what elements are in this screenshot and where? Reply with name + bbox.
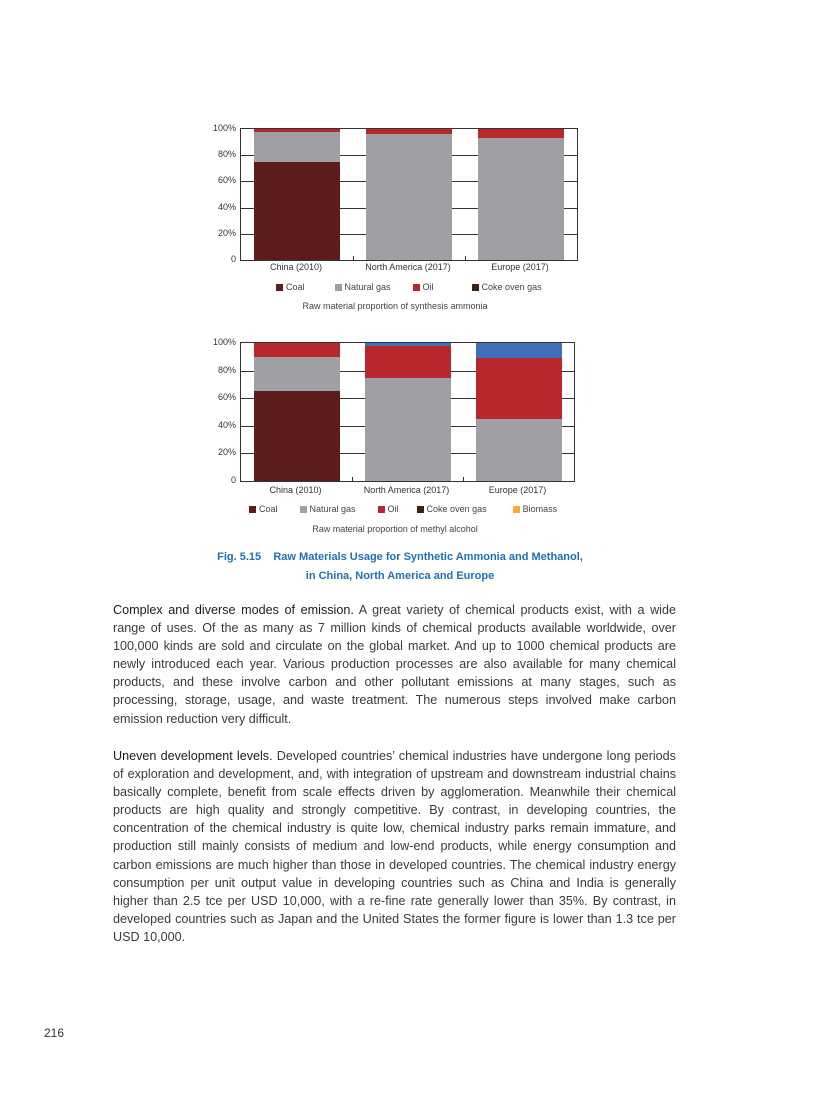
- bar-segment-oil: [365, 346, 451, 378]
- legend-swatch: [249, 506, 256, 513]
- bar-segment-natural-gas: [365, 378, 451, 482]
- bar-segment-oil: [478, 129, 564, 138]
- figure-caption-line1: Fig. 5.15 Raw Materials Usage for Synthetic Ammonia and Methanol,: [217, 551, 583, 563]
- plot-area: [240, 128, 578, 261]
- x-tick-label: North America (2017): [365, 262, 451, 272]
- legend-label: Oil: [387, 504, 399, 514]
- x-tick: [352, 477, 353, 481]
- figure-caption-line2: in China, North America and Europe: [305, 570, 495, 582]
- legend-label: Biomass: [522, 504, 558, 514]
- y-tick-label: 0: [230, 254, 236, 264]
- bar-segment-oil: [254, 343, 340, 357]
- chart-synthesis-ammonia: [200, 120, 590, 315]
- bar-segment-coal: [254, 162, 340, 260]
- legend-swatch: [276, 284, 283, 291]
- paragraph-emission-modes: [113, 601, 676, 728]
- x-tick: [465, 256, 466, 260]
- bar-segment-natural-gas: [254, 357, 340, 392]
- legend-item-natural-gas: [300, 504, 356, 514]
- legend-label: Oil: [422, 282, 434, 292]
- x-axis-labels: [240, 262, 576, 276]
- x-tick-label: China (2010): [269, 485, 322, 495]
- bar-china-2010: [254, 129, 340, 260]
- legend-item-biomass: [513, 504, 558, 514]
- y-tick-label: 20%: [217, 447, 236, 458]
- legend-swatch: [513, 506, 520, 513]
- legend-swatch: [472, 284, 479, 291]
- x-tick-label: North America (2017): [363, 485, 450, 495]
- y-tick-label: 40%: [217, 201, 236, 212]
- legend-swatch: [378, 506, 385, 513]
- bar-segment-natural-gas: [478, 138, 564, 260]
- paragraph-lead: Uneven development levels.: [113, 749, 273, 763]
- chart-title: Raw material proportion of methyl alcohol: [312, 524, 478, 534]
- legend-item-natural-gas: [335, 282, 391, 292]
- bar-china-2010: [254, 343, 340, 481]
- chart-methyl-alcohol: [200, 334, 590, 539]
- chart-title: Raw material proportion of synthesis ammonia: [302, 301, 488, 311]
- bar-segment-coal: [254, 391, 340, 481]
- x-axis-labels: [240, 485, 573, 499]
- y-tick-label: 100%: [212, 123, 236, 133]
- legend-label: Natural gas: [309, 504, 356, 514]
- legend-swatch: [335, 284, 342, 291]
- legend: [249, 504, 557, 514]
- paragraph-lead: Complex and diverse modes of emission.: [113, 603, 354, 617]
- y-tick-label: 80%: [217, 149, 236, 160]
- legend-swatch: [300, 506, 307, 513]
- y-tick-label: 60%: [217, 175, 236, 186]
- legend-label: Coke oven gas: [481, 282, 542, 292]
- legend-item-oil: [378, 504, 399, 514]
- figure-caption: [150, 548, 650, 586]
- y-tick-label: 20%: [217, 227, 236, 238]
- legend-item-coal: [249, 504, 278, 514]
- legend-label: Coke oven gas: [426, 504, 487, 514]
- x-tick: [353, 256, 354, 260]
- x-tick-label: Europe (2017): [488, 485, 547, 495]
- bar-europe-2017: [478, 129, 564, 260]
- legend-item-coal: [276, 282, 305, 292]
- bar-europe-2017: [476, 343, 562, 481]
- y-tick-label: 40%: [217, 419, 236, 430]
- y-tick-label: 0: [230, 475, 236, 485]
- bar-segment-natural-gas: [366, 134, 452, 260]
- legend-label: Coal: [286, 282, 305, 292]
- legend-item-coke-oven-gas: [417, 504, 487, 514]
- bar-segment-oil: [476, 358, 562, 419]
- y-tick-label: 80%: [217, 364, 236, 375]
- legend-item-oil: [413, 282, 434, 292]
- page-number: 216: [44, 1026, 65, 1040]
- bar-north-america-2017: [365, 343, 451, 481]
- paragraph-body: A great variety of chemical products exist, with a wide range of uses. Of the as many as 7 million kinds of chemical products available worldwide, over 100,000 kinds are sold and circulate on the global market. And up to 1000 chemical products are newly introduced each year. Various production processes are also available for many chemical products, and these involve carbon and other pollutant emissions at many stages, such as processing, storage, usage, and waste treatment. The numerous steps involved make carbon emission reduction very difficult.: [113, 603, 676, 726]
- x-tick-label: China (2010): [269, 262, 323, 272]
- legend-item-coke-oven-gas: [472, 282, 542, 292]
- plot-area: [240, 342, 575, 482]
- bar-segment-natural-gas: [476, 419, 562, 481]
- x-tick: [463, 477, 464, 481]
- legend-swatch: [413, 284, 420, 291]
- y-tick-label: 60%: [217, 392, 236, 403]
- legend-swatch: [417, 506, 424, 513]
- legend: [276, 282, 542, 292]
- bar-segment-other: [476, 343, 562, 358]
- bar-north-america-2017: [366, 129, 452, 260]
- legend-label: Natural gas: [344, 282, 391, 292]
- paragraph-body: Developed countries’ chemical industries have undergone long periods of exploration and development, and, with integration of upstream and downstream industrial chains basically complete, benefit from scale effects driven by agglomeration. Meanwhile their chemical products are high quality and strongly competitive. By contrast, in developing countries, the concentration of the chemical industry is quite low, chemical industry parks remain immature, and production still mainly consists of medium and low-end products, while energy consumption and carbon emissions are much higher than those in developed countries. The chemical industry energy consumption per unit output value in developing countries such as China and India is generally higher than 2.5 tce per USD 10,000, with a re-fine rate generally lower than 35%. By contrast, in developed countries such as Japan and the United States the former figure is lower than 1.3 tce per USD 10,000.: [113, 749, 676, 944]
- y-tick-label: 100%: [212, 337, 236, 347]
- legend-label: Coal: [259, 504, 278, 514]
- bar-segment-natural-gas: [254, 132, 340, 162]
- paragraph-uneven-development: [113, 747, 676, 946]
- x-tick-label: Europe (2017): [491, 262, 549, 272]
